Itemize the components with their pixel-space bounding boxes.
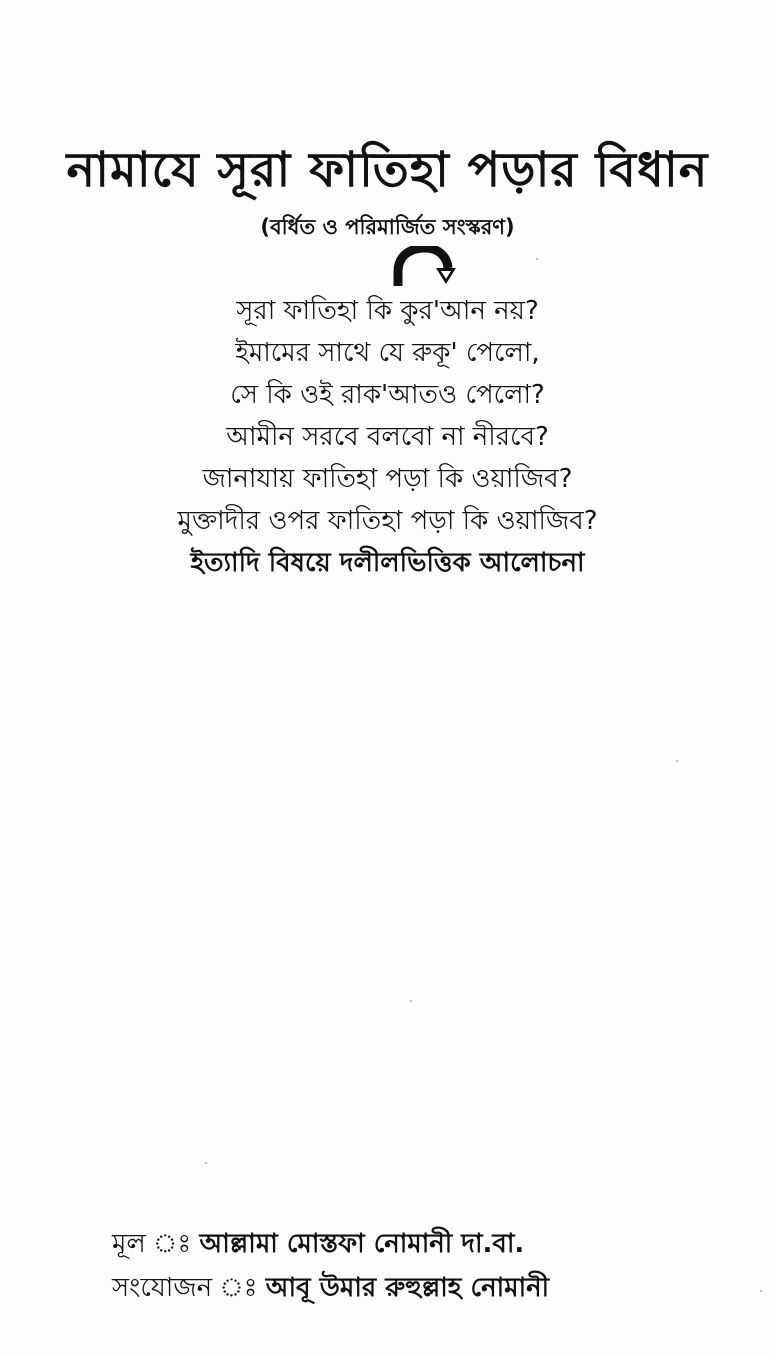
question-line: সে কি ওই রাক'আতও পেলো? bbox=[230, 380, 545, 410]
question-line: আমীন সরবে বলবো না নীরবে? bbox=[226, 422, 549, 452]
author-name: আল্লামা মোস্তফা নোমানী দা.বা. bbox=[199, 1229, 525, 1259]
question-line: ইমামের সাথে যে রুকূ' পেলো, bbox=[235, 338, 540, 368]
book-title: নামাযে সূরা ফাতিহা পড়ার বিধান bbox=[66, 142, 709, 198]
question-line: মুক্তাদীর ওপর ফাতিহা পড়া কি ওয়াজিব? bbox=[177, 506, 598, 536]
compiler-name: আবূ উমার রুহুল্লাহ নোমানী bbox=[265, 1273, 550, 1303]
question-line: সূরা ফাতিহা কি কুর'আন নয়? bbox=[236, 296, 539, 326]
summary-line: ইত্যাদি বিষয়ে দলীলভিত্তিক আলোচনা bbox=[190, 548, 585, 578]
edition-subtitle: (বর্ধিত ও পরিমার্জিত সংস্করণ) bbox=[260, 215, 515, 239]
author-credit bbox=[112, 1222, 762, 1266]
question-line: জানাযায় ফাতিহা পড়া কি ওয়াজিব? bbox=[202, 464, 573, 494]
curved-arrow-icon bbox=[392, 246, 462, 290]
compiler-credit bbox=[112, 1266, 762, 1310]
paper-speck bbox=[676, 760, 678, 762]
paper-speck bbox=[760, 1290, 762, 1292]
credits-block bbox=[112, 1222, 762, 1310]
paper-speck bbox=[205, 1162, 207, 1164]
question-list bbox=[0, 290, 775, 584]
paper-speck bbox=[410, 1000, 412, 1002]
author-label: মূল ঃ bbox=[112, 1229, 192, 1259]
compiler-label: সংযোজন ঃ bbox=[112, 1273, 258, 1303]
paper-speck bbox=[536, 258, 538, 260]
